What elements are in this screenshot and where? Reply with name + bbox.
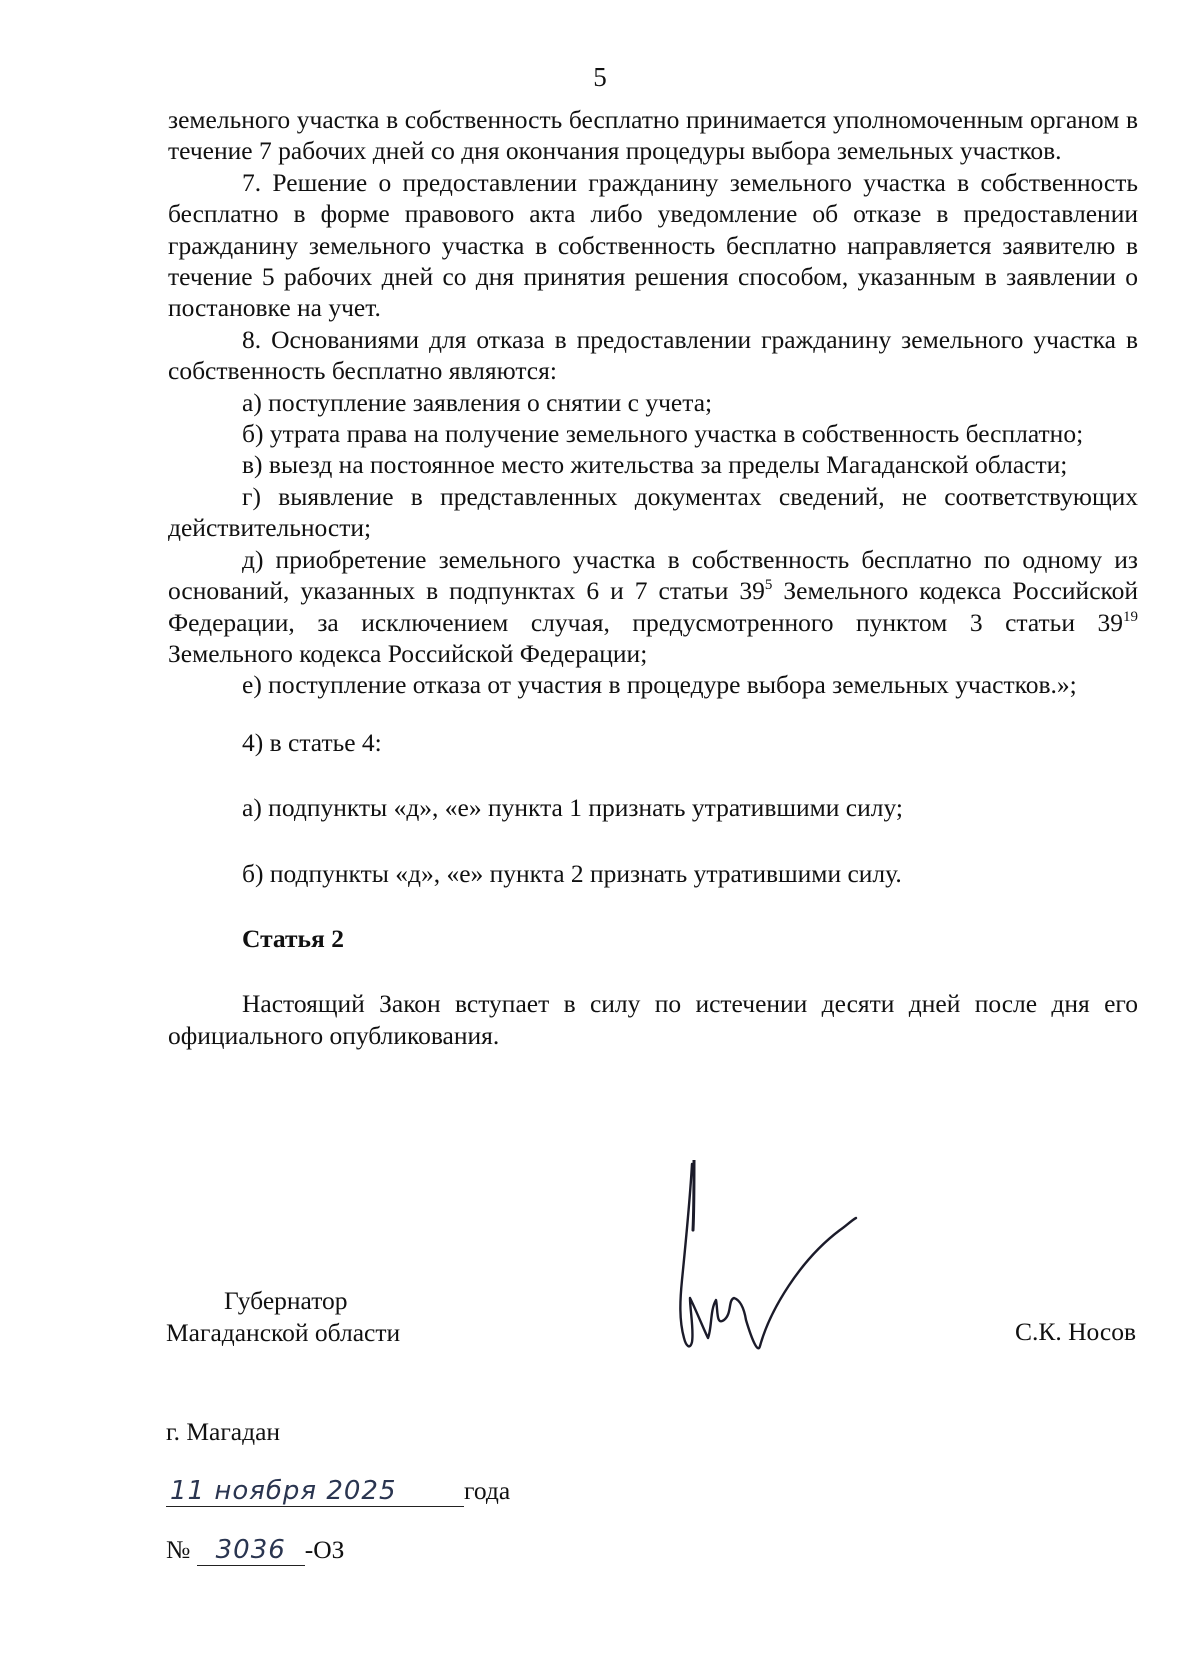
number-sign: № [166, 1535, 191, 1564]
superscript-5: 5 [764, 577, 773, 594]
number-suffix: -ОЗ [304, 1535, 345, 1564]
subitem-e: е) поступление отказа от участия в процедуре выбора земельных участков.»; [242, 670, 1077, 700]
subitem-g: г) выявление в представленных документах сведений, не соответствующих действительности; [168, 481, 1138, 543]
paragraph-item-8: 8. Основаниями для отказа в предоставлении гражданину земельного участка в собственность бесплатно являются: [168, 324, 1138, 386]
paragraph-item-4: 4) в статье 4: [242, 727, 382, 757]
article4-subitem-a: а) подпункты «д», «е» пункта 1 признать утратившими силу; [242, 793, 903, 823]
governor-region: Магаданской области [166, 1318, 401, 1347]
governor-title [166, 1285, 400, 1349]
subitem-d [168, 544, 1138, 670]
subitem-a: а) поступление заявления о снятии с учета; [242, 387, 713, 417]
page-number: 5 [593, 62, 607, 92]
handwritten-date: 11 ноября 2025 [166, 1476, 464, 1507]
city: г. Магадан [166, 1417, 281, 1446]
handwritten-signature [660, 1160, 900, 1360]
signer-name: С.К. Носов [1014, 1317, 1136, 1346]
article-title: Статья 2 [242, 923, 344, 953]
date-suffix: года [464, 1476, 511, 1505]
subitem-d-part3: Земельного кодекса Российской Федерации; [168, 638, 648, 668]
handwritten-number: 3036 [197, 1535, 305, 1566]
governor-position: Губернатор [224, 1286, 348, 1315]
article4-subitem-b: б) подпункты «д», «е» пункта 2 признать утратившими силу. [242, 858, 902, 888]
superscript-19: 19 [1123, 608, 1138, 625]
subitem-d-part2: Земельного кодекса Российской Федерации, за исключением случая, предусмотренного пунктом 3 статьи 39 [168, 576, 1138, 637]
paragraph-item-7: 7. Решение о предоставлении гражданину земельного участка в собственность бесплатно в форме правового акта либо уведомление об отказе в предоставлении гражданину земельного участка в собственность бесплатно направляется заявителю в течение 5 рабочих дней со дня принятия решения способом, указанным в заявлении о постановке на учет. [168, 167, 1138, 323]
subitem-v: в) выезд на постоянное место жительства за пределы Магаданской области; [242, 450, 1068, 480]
paragraph-entry-into-force: Настоящий Закон вступает в силу по истечении десяти дней после дня его официального опубликования. [168, 989, 1138, 1050]
date-line [166, 1476, 510, 1516]
subitem-b: б) утрата права на получение земельного участка в собственность бесплатно; [242, 419, 1084, 449]
law-number-line [166, 1535, 344, 1566]
paragraph-continuation: земельного участка в собственность бесплатно принимается уполномоченным органом в течение 7 рабочих дней со дня окончания процедуры выбора земельных участков. [168, 105, 1138, 166]
law-text [168, 104, 1138, 1051]
subitem-d-part1: д) приобретение земельного участка в собственность бесплатно по одному из оснований, указанных в подпунктах 6 и 7 статьи 39 [168, 544, 1138, 606]
